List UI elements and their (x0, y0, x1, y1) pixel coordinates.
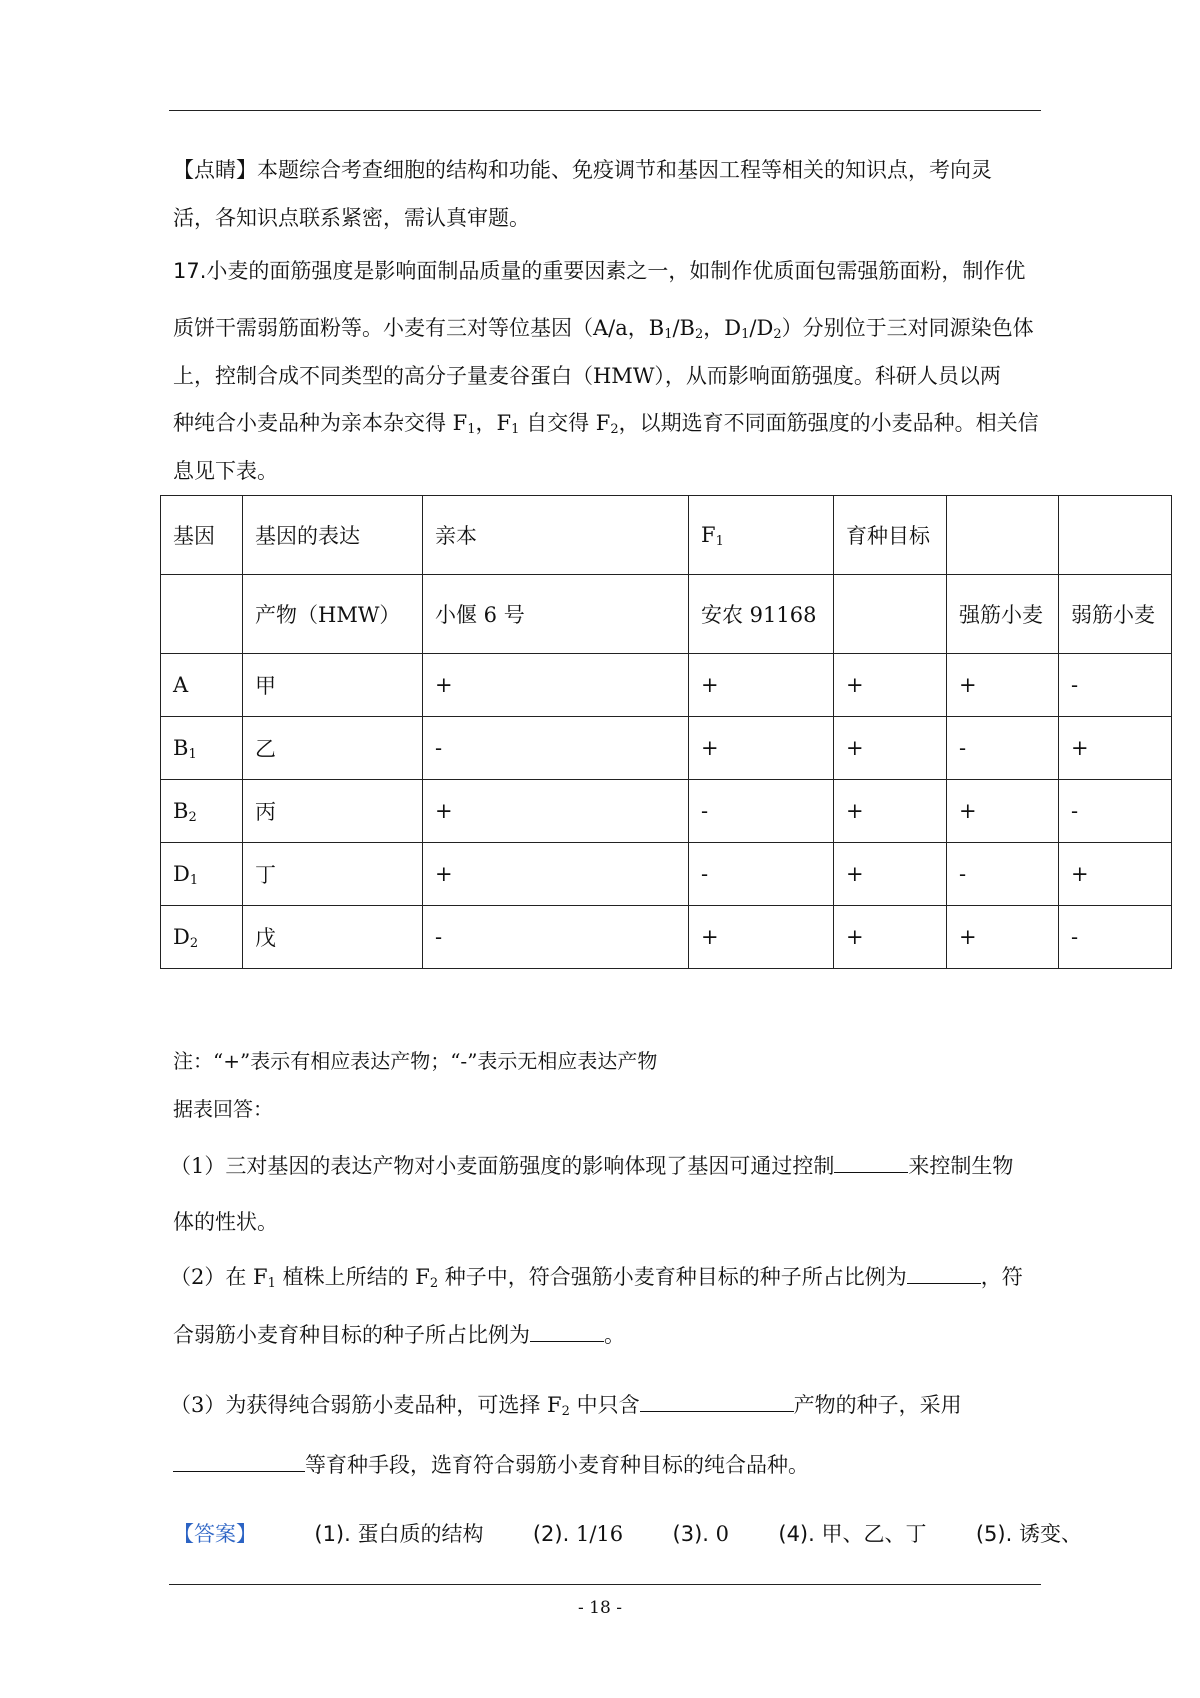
table-row (161, 843, 1172, 906)
page-number: - 18 - (578, 1598, 622, 1618)
parent2-cell: + (689, 717, 834, 780)
parent1-cell: + (423, 843, 689, 906)
footer-rule (169, 1584, 1041, 1585)
strong-cell: - (947, 843, 1059, 906)
table-header-row (161, 496, 1172, 575)
subheader-strong: 强筋小麦 (947, 575, 1059, 654)
f1-cell: + (834, 906, 947, 969)
header-empty (1059, 496, 1172, 575)
table-subheader-row (161, 575, 1172, 654)
answer-5: 诱变、 (1018, 1522, 1082, 1546)
product-cell: 戊 (243, 906, 423, 969)
table-row (161, 654, 1172, 717)
parent2-cell: + (689, 906, 834, 969)
question-line-1: 17.小麦的面筋强度是影响面制品质量的重要因素之一，如制作优质面包需强筋面粉，制作优 (173, 259, 1026, 283)
header-f1: $F_1$ (689, 496, 834, 575)
q1-line-1: （1）三对基因的表达产物对小麦面筋强度的影响体现了基因可通过控制 来控制生物 (170, 1154, 1014, 1178)
parent1-cell: - (423, 717, 689, 780)
f1-cell: + (834, 654, 947, 717)
question-line-2: 质饼干需弱筋面粉等。小麦有三对等位基因（A/a，$B_1/B_2$，$D_1/D_2$）分别位于三对同源染色体 (173, 316, 1034, 342)
answer-4-number: (4). (778, 1522, 815, 1546)
subheader-empty (161, 575, 243, 654)
strong-cell: + (947, 780, 1059, 843)
q2-line-1: （2）在 $F_1$ 植株上所结的 $F_2$ 种子中，符合强筋小麦育种目标的种子所占比例为 ，符 (170, 1265, 1023, 1291)
header-gene: 基因 (161, 496, 243, 575)
header-target: 育种目标 (834, 496, 947, 575)
parent1-cell: + (423, 780, 689, 843)
q1-blank[interactable] (834, 1152, 908, 1173)
weak-cell: - (1059, 906, 1172, 969)
subheader-empty (834, 575, 947, 654)
parent1-cell: + (423, 654, 689, 717)
weak-cell: + (1059, 843, 1172, 906)
gene-cell: $D_1$ (161, 843, 243, 906)
product-cell: 丙 (243, 780, 423, 843)
strong-cell: + (947, 654, 1059, 717)
q3-line-1: （3）为获得纯合弱筋小麦品种，可选择 $F_2$ 中只含 产物的种子，采用 (170, 1393, 962, 1419)
question-line-3: 上，控制合成不同类型的高分子量麦谷蛋白（HMW），从而影响面筋强度。科研人员以两 (173, 364, 1001, 388)
header-parent: 亲本 (423, 496, 689, 575)
strong-cell: + (947, 906, 1059, 969)
weak-cell: - (1059, 780, 1172, 843)
gene-table (160, 495, 1172, 969)
answer-1: 蛋白质的结构 (357, 1522, 484, 1546)
subheader-product: 产物（HMW） (243, 575, 423, 654)
question-line-4: 种纯合小麦品种为亲本杂交得 $F_1$，$F_1$ 自交得 $F_2$，以期选育不同面筋强度的小麦品种。相关信 (173, 411, 1039, 437)
answer-label: 【答案】 (173, 1522, 257, 1546)
q2-blank-strong[interactable] (907, 1263, 981, 1284)
parent2-cell: - (689, 780, 834, 843)
tip-line-1: 【点睛】本题综合考查细胞的结构和功能、免疫调节和基因工程等相关的知识点，考向灵 (173, 158, 992, 182)
question-line-5: 息见下表。 (173, 459, 278, 483)
subheader-parent-1: 小偃 6 号 (423, 575, 689, 654)
subheader-weak: 弱筋小麦 (1059, 575, 1172, 654)
question-number: 17. (173, 259, 207, 283)
weak-cell: - (1059, 654, 1172, 717)
answer-2: 1/16 (575, 1522, 624, 1546)
table-row (161, 906, 1172, 969)
weak-cell: + (1059, 717, 1172, 780)
q2-blank-weak[interactable] (530, 1321, 604, 1342)
tip-label: 【点睛】 (173, 158, 257, 182)
gene-cell: $B_1$ (161, 717, 243, 780)
answer-3-number: (3). (672, 1522, 709, 1546)
table-row (161, 780, 1172, 843)
answer-3: 0 (715, 1522, 729, 1546)
q3-blank-product[interactable] (640, 1391, 794, 1412)
product-cell: 丁 (243, 843, 423, 906)
answer-1-number: (1). (314, 1522, 351, 1546)
q3-blank-method[interactable] (173, 1451, 305, 1472)
parent2-cell: - (689, 843, 834, 906)
q2-line-2: 合弱筋小麦育种目标的种子所占比例为 。 (173, 1323, 625, 1347)
f1-cell: + (834, 780, 947, 843)
answer-line (173, 1519, 1082, 1549)
f1-cell: + (834, 717, 947, 780)
table-row (161, 717, 1172, 780)
answer-5-number: (5). (975, 1522, 1013, 1546)
subheader-parent-2: 安农 91168 (689, 575, 834, 654)
parent1-cell: - (423, 906, 689, 969)
gene-cell: $D_2$ (161, 906, 243, 969)
product-cell: 甲 (243, 654, 423, 717)
header-expression: 基因的表达 (243, 496, 423, 575)
f1-cell: + (834, 843, 947, 906)
strong-cell: - (947, 717, 1059, 780)
gene-cell: $B_2$ (161, 780, 243, 843)
header-rule (169, 110, 1041, 111)
answer-prompt: 据表回答： (173, 1097, 273, 1121)
table-note: 注：“+”表示有相应表达产物；“-”表示无相应表达产物 (173, 1049, 658, 1073)
tip-line-2: 活，各知识点联系紧密，需认真审题。 (173, 206, 530, 230)
parent2-cell: + (689, 654, 834, 717)
product-cell: 乙 (243, 717, 423, 780)
answer-2-number: (2). (532, 1522, 570, 1546)
answer-4: 甲、乙、丁 (821, 1522, 927, 1546)
q3-line-2: 等育种手段，选育符合弱筋小麦育种目标的纯合品种。 (173, 1450, 809, 1480)
gene-cell: A (161, 654, 243, 717)
q1-line-2: 体的性状。 (173, 1210, 278, 1234)
header-empty (947, 496, 1059, 575)
